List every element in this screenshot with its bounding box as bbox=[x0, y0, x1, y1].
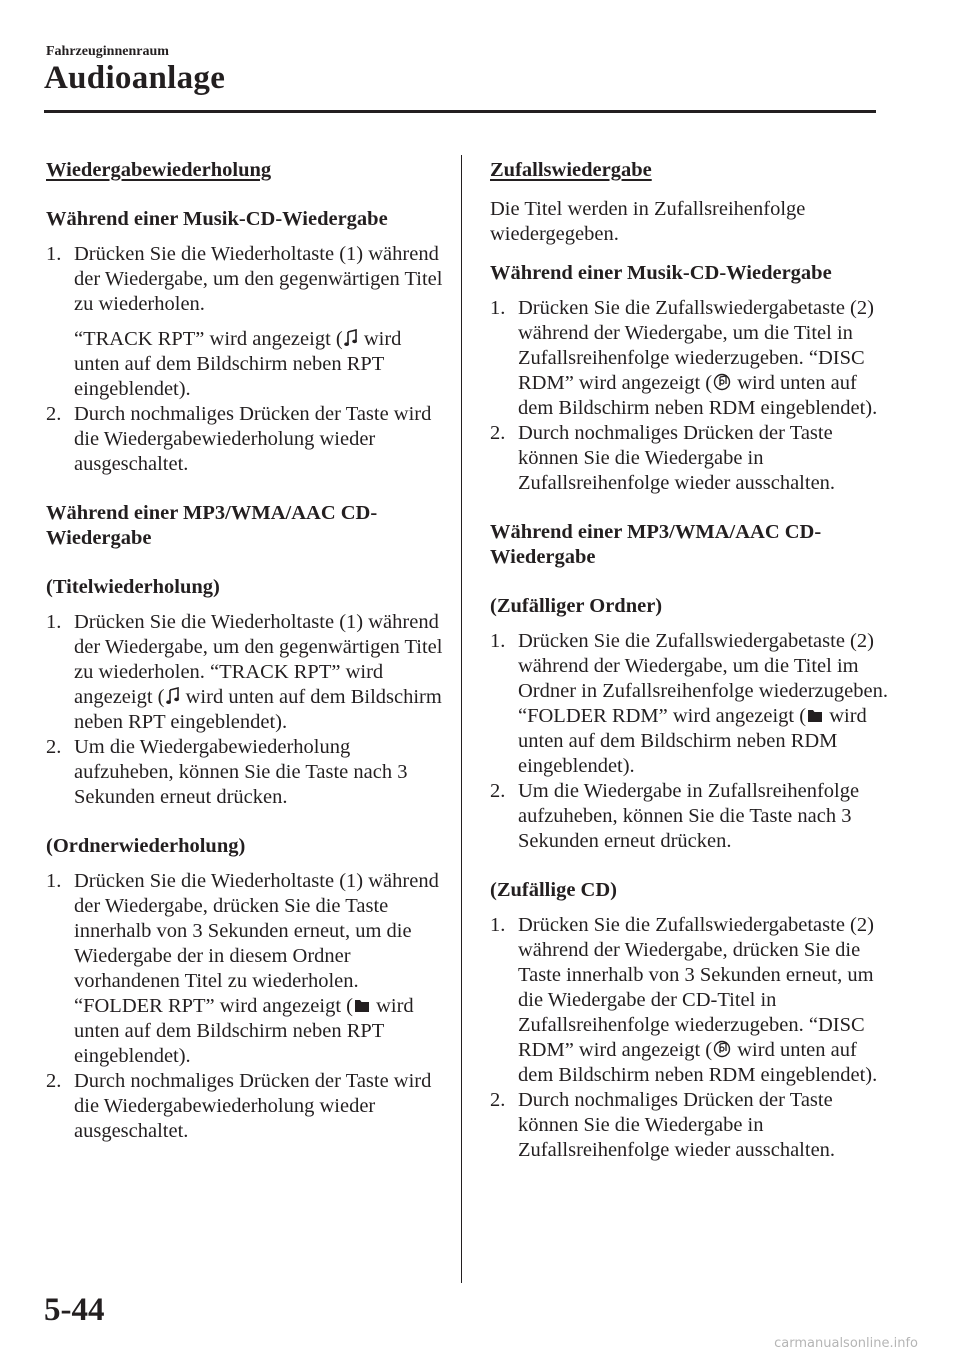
list-item bbox=[490, 421, 890, 496]
heading-music-cd: Während einer Musik-CD-Wiedergabe bbox=[490, 262, 832, 284]
step-text-pre: Drücken Sie die Wiederholtaste (1) während der Wiedergabe, drücken Sie die Taste innerhalb von 3 Sekunden erneut, um die Wiedergabe der in diesem Ordner vorhandenen Titel zu wiederholen. “FOLDER RPT” wird angezeigt ( bbox=[74, 870, 439, 1017]
step-number: 1. bbox=[490, 630, 506, 652]
step-text: Um die Wiedergabe in Zufallsreihenfolge aufzuheben, können Sie die Taste nach 3 Sekunden erneut drücken. bbox=[518, 780, 860, 852]
watermark: carmanualsonline.info bbox=[774, 1336, 918, 1351]
list-item bbox=[490, 296, 890, 421]
left-column bbox=[46, 158, 446, 1144]
step-text bbox=[518, 297, 877, 419]
music-note-icon bbox=[166, 687, 180, 705]
heading-random-folder: (Zufälliger Ordner) bbox=[490, 595, 663, 617]
page-title: Audioanlage bbox=[44, 60, 226, 96]
step-number: 1. bbox=[490, 297, 506, 319]
step-text bbox=[74, 611, 442, 733]
step-text-post: wird unten auf dem Bildschirm neben RDM eingeblendet). bbox=[518, 705, 867, 777]
heading-title-repeat: (Titelwiederholung) bbox=[46, 576, 220, 598]
folder-icon bbox=[354, 996, 370, 1014]
section-label: Fahrzeuginnenraum bbox=[46, 44, 169, 59]
list-item bbox=[46, 869, 446, 1069]
step-number: 2. bbox=[46, 403, 62, 425]
list-item bbox=[490, 913, 890, 1088]
step-text-post: wird unten auf dem Bildschirm neben RDM eingeblendet). bbox=[518, 1039, 878, 1086]
step-text: Durch nochmaliges Drücken der Taste wird die Wiedergabewiederholung wieder ausgeschaltet. bbox=[74, 403, 432, 475]
step-number: 2. bbox=[490, 422, 506, 444]
section-title-random: Zufallswiedergabe bbox=[490, 159, 652, 181]
steps-music-cd-random bbox=[490, 296, 890, 496]
note-text-post: wird unten auf dem Bildschirm neben RPT eingeblendet). bbox=[74, 328, 402, 400]
step-text-pre: Drücken Sie die Zufallswiedergabetaste (2) während der Wiedergabe, um die Titel im Ordner in Zufallsreihenfolge wiederzugeben. “FOLDER RDM” wird angezeigt ( bbox=[518, 630, 888, 727]
step-text: Durch nochmaliges Drücken der Taste wird die Wiedergabewiederholung wieder ausgeschaltet. bbox=[74, 1070, 432, 1142]
step-text-post: wird unten auf dem Bildschirm neben RPT eingeblendet). bbox=[74, 686, 442, 733]
step-number: 2. bbox=[46, 1070, 62, 1092]
step-text bbox=[74, 870, 439, 1067]
step-number: 2. bbox=[490, 780, 506, 802]
music-note-icon bbox=[344, 329, 358, 347]
intro-text: Die Titel werden in Zufallsreihenfolge wiedergegeben. bbox=[490, 198, 806, 245]
page-number: 5-44 bbox=[44, 1292, 105, 1328]
step-number: 1. bbox=[490, 914, 506, 936]
note-text-pre: “TRACK RPT” wird angezeigt ( bbox=[74, 328, 343, 350]
steps-folder-repeat bbox=[46, 869, 446, 1144]
list-item bbox=[46, 402, 446, 477]
column-divider bbox=[461, 155, 462, 1283]
list-item bbox=[46, 735, 446, 810]
step-text-pre: Drücken Sie die Zufallswiedergabetaste (2) während der Wiedergabe, um die Titel in Zufallsreihenfolge wiederzugeben. “DISC RDM” wird angezeigt ( bbox=[518, 297, 874, 394]
step-text-pre: Drücken Sie die Wiederholtaste (1) während der Wiedergabe, um den gegenwärtigen Titel zu wiederholen. “TRACK RPT” wird angezeigt ( bbox=[74, 611, 443, 708]
step-number: 1. bbox=[46, 243, 62, 265]
list-item bbox=[46, 242, 446, 317]
steps-music-cd-repeat bbox=[46, 242, 446, 317]
right-column bbox=[490, 158, 890, 1163]
step-text bbox=[518, 630, 888, 777]
section-title-repeat: Wiedergabewiederholung bbox=[46, 159, 272, 181]
disc-icon bbox=[713, 1040, 731, 1058]
list-item bbox=[490, 779, 890, 854]
steps-title-repeat bbox=[46, 610, 446, 810]
list-item bbox=[490, 629, 890, 779]
step-text: Um die Wiedergabewiederholung aufzuheben, können Sie die Taste nach 3 Sekunden erneut drücken. bbox=[74, 736, 408, 808]
step-text: Durch nochmaliges Drücken der Taste können Sie die Wiedergabe in Zufallsreihenfolge wieder ausschalten. bbox=[518, 422, 836, 494]
steps-music-cd-repeat-2 bbox=[46, 402, 446, 477]
step-text: Drücken Sie die Wiederholtaste (1) während der Wiedergabe, um den gegenwärtigen Titel zu wiederholen. bbox=[74, 243, 443, 315]
note-track-rpt bbox=[46, 327, 446, 402]
steps-random-folder bbox=[490, 629, 890, 854]
heading-random-cd: (Zufällige CD) bbox=[490, 879, 617, 901]
heading-music-cd: Während einer Musik-CD-Wiedergabe bbox=[46, 208, 388, 230]
list-item bbox=[490, 1088, 890, 1163]
header-divider bbox=[44, 110, 876, 113]
heading-mp3-cd: Während einer MP3/WMA/AAC CD-Wiedergabe bbox=[490, 521, 822, 568]
steps-random-cd bbox=[490, 913, 890, 1163]
list-item bbox=[46, 1069, 446, 1144]
folder-icon bbox=[807, 706, 823, 724]
list-item bbox=[46, 610, 446, 735]
step-text bbox=[518, 914, 877, 1086]
step-number: 2. bbox=[46, 736, 62, 758]
step-number: 2. bbox=[490, 1089, 506, 1111]
step-number: 1. bbox=[46, 870, 62, 892]
step-number: 1. bbox=[46, 611, 62, 633]
step-text-post: wird unten auf dem Bildschirm neben RPT eingeblendet). bbox=[74, 995, 414, 1067]
step-text-post: wird unten auf dem Bildschirm neben RDM eingeblendet). bbox=[518, 372, 878, 419]
heading-mp3-cd: Während einer MP3/WMA/AAC CD-Wiedergabe bbox=[46, 502, 378, 549]
heading-folder-repeat: (Ordnerwiederholung) bbox=[46, 835, 246, 857]
step-text-pre: Drücken Sie die Zufallswiedergabetaste (2) während der Wiedergabe, drücken Sie die Taste innerhalb von 3 Sekunden erneut, um die Wiedergabe der CD-Titel in Zufallsreihenfolge wiederzugeben. “DISC RDM” wird angezeigt ( bbox=[518, 914, 874, 1061]
step-text: Durch nochmaliges Drücken der Taste können Sie die Wiedergabe in Zufallsreihenfolge wieder ausschalten. bbox=[518, 1089, 836, 1161]
disc-icon bbox=[713, 373, 731, 391]
